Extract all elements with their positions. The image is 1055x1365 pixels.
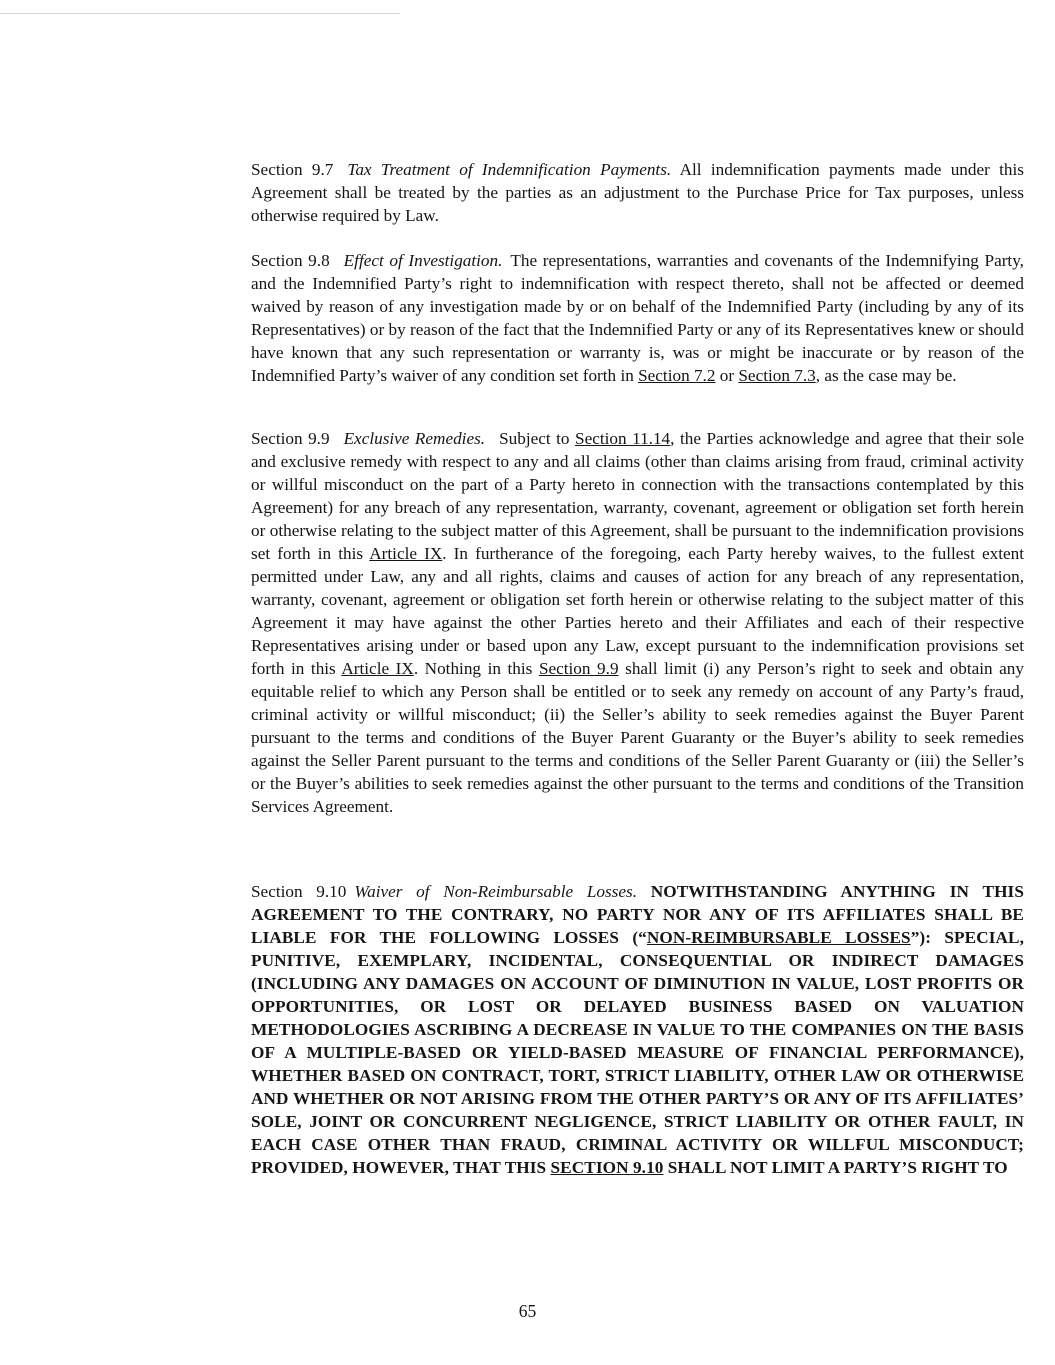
page-number: 65 [518,1301,537,1321]
section-9-9-number: Section 9.9 [251,429,330,448]
section-9-10-paragraph [134,880,1024,1179]
section-9-7-paragraph [134,158,1024,227]
section-9-8-title: Effect of Investigation. [343,251,503,270]
section-9-10-reference: SECTION 9.10 [550,1158,664,1177]
section-9-8-number: Section 9.8 [251,251,330,270]
section-9-9-title: Exclusive Remedies. [343,429,486,448]
section-9-10-title: Waiver of Non-Reimbursable Losses. [354,882,637,901]
section-9-10-text-b: ”): SPECIAL, PUNITIVE, EXEMPLARY, INCIDENTAL, CONSEQUENTIAL OR INDIRECT DAMAGES (INCLUDING ANY DAMAGES ON ACCOUNT OF DIMINUTION IN VALUE, LOST PROFITS OR OPPORTUNITIES, OR LOST OR DELAYED BUSINESS BASED ON VALUATION METHODOLOGIES ASCRIBING A DECREASE IN VALUE TO THE COMPANIES ON THE BASIS OF A MULTIPLE-BASED OR YIELD-BASED MEASURE OF FINANCIAL PERFORMANCE), WHETHER BASED ON CONTRACT, TORT, STRICT LIABILITY, OTHER LAW OR OTHERWISE AND WHETHER OR NOT ARISING FROM THE OTHER PARTY’S OR ANY OF ITS AFFILIATES’ SOLE, JOINT OR CONCURRENT NEGLIGENCE, STRICT LIABILITY OR OTHER FAULT, IN EACH CASE OTHER THAN FRAUD, CRIMINAL ACTIVITY OR WILLFUL MISCONDUCT; PROVIDED, HOWEVER, THAT THIS [251,928,1024,1177]
section-9-9-text-b: , the Parties acknowledge and agree that their sole and exclusive remedy with respect to any and all claims (other than claims arising from fraud, criminal activity or willful misconduct on the part of a Party hereto in connection with the transactions contemplated by this Agreement) for any breach of any representation, warranty, covenant, agreement or obligation set forth herein or otherwise relating to the subject matter of this Agreement, shall be pursuant to the indemnification provisions set forth in this [251,429,1024,563]
section-9-9-text-d: . Nothing in this [413,659,533,678]
section-9-7-title: Tax Treatment of Indemnification Payments. [347,160,672,179]
article-ix-reference-2: Article IX [341,659,414,678]
non-reimbursable-losses-term: NON-REIMBURSABLE LOSSES [646,928,911,947]
scan-top-rule [0,13,400,14]
section-9-8-text-b: or [719,366,735,385]
section-7-3-reference: Section 7.3 [738,366,816,385]
section-9-9-text-c: . In furtherance of the foregoing, each Party hereby waives, to the fullest extent permitted under Law, any and all rights, claims and causes of action for any breach of any representation, warranty, covenant, agreement or obligation set forth herein or otherwise relating to the subject matter of this Agreement it may have against the other Parties hereto and their Affiliates and each of their respective Representatives arising under or based upon any Law, except pursuant to the indemnification provisions set forth in this [251,544,1024,678]
section-9-9-text-a: Subject to [499,429,570,448]
section-9-8-text-a: The representations, warranties and covenants of the Indemnifying Party, and the Indemnified Party’s right to indemnification with respect thereto, shall not be affected or deemed waived by reason of any investigation made by or on behalf of the Indemnified Party (including by any of its Representatives) or by reason of the fact that the Indemnified Party or any of its Representatives knew or should have known that any such representation or warranty is, was or might be inaccurate or by reason of the Indemnified Party’s waiver of any condition set forth in [251,251,1024,385]
section-9-10-text-a: NOTWITHSTANDING ANYTHING IN THIS AGREEMENT TO THE CONTRARY, NO PARTY NOR ANY OF ITS AFFILIATES SHALL BE LIABLE FOR THE FOLLOWING LOSSES (“ [251,882,1024,947]
section-7-2-reference: Section 7.2 [638,366,716,385]
section-9-9-text-e: shall limit (i) any Person’s right to seek and obtain any equitable relief to which any Person shall be entitled or to seek any remedy on account of any Party’s fraud, criminal activity or willful misconduct; (ii) the Seller’s ability to seek remedies against the Buyer Parent pursuant to the terms and conditions of the Buyer Parent Guaranty or the Buyer’s ability to seek remedies against the Seller Parent pursuant to the terms and conditions of the Seller Parent Guaranty or (iii) the Seller’s or the Buyer’s abilities to seek remedies against the other pursuant to the terms and conditions of the Transition Services Agreement. [251,659,1024,816]
section-9-7-number: Section 9.7 [251,160,334,179]
section-9-8-paragraph [134,249,1024,387]
section-11-14-reference: Section 11.14 [575,429,671,448]
section-9-8-text-c: , as the case may be. [815,366,957,385]
section-9-9-reference: Section 9.9 [538,659,619,678]
article-ix-reference: Article IX [369,544,443,563]
section-9-10-number: Section 9.10 [251,882,347,901]
section-9-10-text-c: SHALL NOT LIMIT A PARTY’S RIGHT TO [667,1158,1008,1177]
section-9-9-paragraph [134,427,1024,818]
section-9-7-text: All indemnification payments made under this Agreement shall be treated by the parties as an adjustment to the Purchase Price for Tax purposes, unless otherwise required by Law. [251,160,1024,225]
